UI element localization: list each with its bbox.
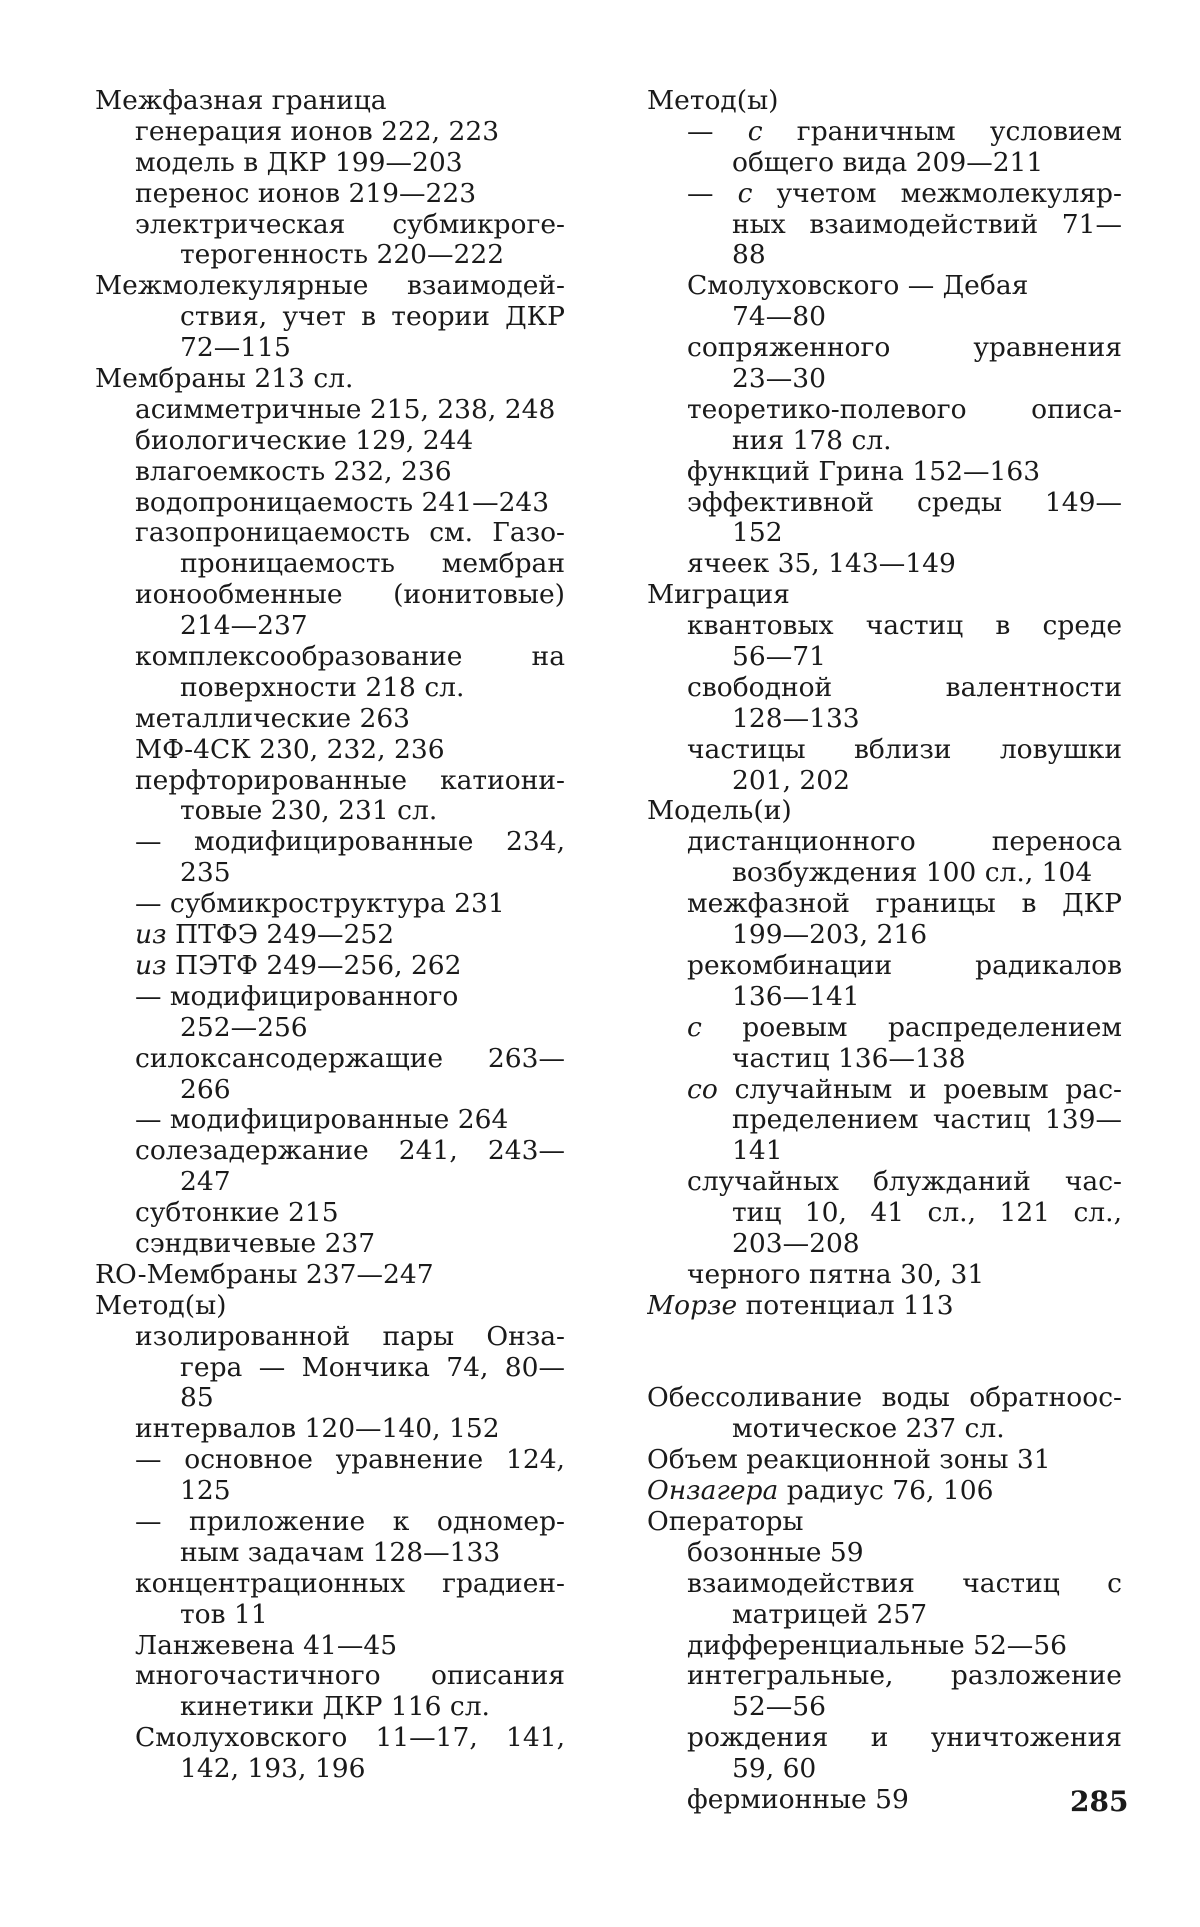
index-subentry: свободной валентности <box>687 672 1122 703</box>
index-subentry: матрицей 257 <box>732 1599 928 1630</box>
index-subentry: электрическая субмикроге- <box>135 209 565 240</box>
index-subentry: ния 178 сл. <box>732 425 892 456</box>
index-subentry: фермионные 59 <box>687 1784 909 1815</box>
index-subentry: 199—203, 216 <box>732 920 928 951</box>
index-subentry: солезадержание 241, 243— <box>135 1136 565 1167</box>
index-subentry: взаимодействия частиц с <box>687 1568 1122 1599</box>
index-subentry: мотическое 237 сл. <box>732 1414 1005 1445</box>
index-subentry: тиц 10, 41 сл., 121 сл., <box>732 1198 1122 1229</box>
index-subentry: асимметричные 215, 238, 248 <box>135 394 556 425</box>
index-subentry: черного пятна 30, 31 <box>687 1259 985 1290</box>
index-subentry: — модифицированного <box>135 981 459 1012</box>
index-subentry: терогенность 220—222 <box>180 240 505 271</box>
index-subentry: рекомбинации радикалов <box>687 950 1122 981</box>
index-subentry: частицы вблизи ловушки <box>687 734 1122 765</box>
index-subentry: гера — Мончика 74, 80— <box>180 1352 565 1383</box>
index-subentry: 136—141 <box>732 981 860 1012</box>
index-subentry: рождения и уничтожения <box>687 1723 1122 1754</box>
index-subentry: 128—133 <box>732 703 860 734</box>
index-subentry: сэндвичевые 237 <box>135 1228 376 1259</box>
index-subentry: 142, 193, 196 <box>180 1754 366 1785</box>
index-subentry: квантовых частиц в среде <box>687 611 1122 642</box>
index-heading: Метод(ы) <box>647 86 779 116</box>
index-subentry: эффективной среды 149— <box>687 487 1122 518</box>
index-subentry: — с учетом межмолекуляр- <box>687 178 1122 209</box>
index-subentry: — модифицированные 264 <box>135 1105 509 1136</box>
index-subentry: — приложение к одномер- <box>135 1506 565 1537</box>
index-subentry: 72—115 <box>180 333 291 364</box>
index-column-right <box>647 86 1122 1816</box>
index-subentry: ионообменные (ионитовые) <box>135 580 565 611</box>
index-subentry: — субмикроструктура 231 <box>135 889 505 920</box>
index-subentry: сопряженного уравнения <box>687 333 1122 364</box>
index-heading: Мембраны 213 сл. <box>95 364 354 395</box>
index-subentry: металлические 263 <box>135 703 411 734</box>
index-subentry: 23—30 <box>732 364 826 395</box>
page-number: 285 <box>1070 1785 1129 1818</box>
index-subentry: генерация ионов 222, 223 <box>135 116 500 147</box>
index-subentry: случайных блужданий час- <box>687 1167 1122 1198</box>
index-subentry: 74—80 <box>732 302 826 333</box>
index-subentry: дифференциальные 52—56 <box>687 1630 1068 1661</box>
blank-line <box>647 1353 1122 1384</box>
index-column-left <box>95 86 565 1785</box>
index-subentry: водопроницаемость 241—243 <box>135 487 550 518</box>
index-subentry: — основное уравнение 124, <box>135 1445 565 1476</box>
blank-line <box>647 1322 1122 1353</box>
index-heading: Миграция <box>647 580 790 611</box>
index-subentry: теоретико-полевого описа- <box>687 394 1122 425</box>
index-subentry: Ланжевена 41—45 <box>135 1630 398 1661</box>
index-subentry: силоксансодержащие 263— <box>135 1043 565 1074</box>
index-heading: Объем реакционной зоны 31 <box>647 1445 1051 1476</box>
index-subentry: пределением частиц 139— <box>732 1105 1122 1136</box>
index-subentry: перенос ионов 219—223 <box>135 178 477 209</box>
index-heading: RO-Мембраны 237—247 <box>95 1259 434 1290</box>
index-subentry: 235 <box>180 858 231 889</box>
index-heading: Морзе потенциал 113 <box>647 1290 954 1321</box>
index-subentry: перфторированные катиони- <box>135 765 565 796</box>
index-subentry: 125 <box>180 1476 231 1507</box>
index-subentry: Смолуховского — Дебая <box>687 271 1029 302</box>
index-heading: Межфазная граница <box>95 86 387 116</box>
index-subentry: 201, 202 <box>732 765 851 796</box>
index-subentry: биологические 129, 244 <box>135 425 474 456</box>
index-subentry: модель в ДКР 199—203 <box>135 147 463 178</box>
index-subentry: товые 230, 231 сл. <box>180 796 438 827</box>
index-subentry: 52—56 <box>732 1692 826 1723</box>
index-subentry: функций Грина 152—163 <box>687 456 1041 487</box>
index-subentry: интегральные, разложение <box>687 1661 1122 1692</box>
index-subentry: 247 <box>180 1167 231 1198</box>
index-heading: Обессоливание воды обратноос- <box>647 1383 1122 1414</box>
index-subentry: ствия, учет в теории ДКР <box>180 302 565 333</box>
index-subentry: Смолуховского 11—17, 141, <box>135 1723 565 1754</box>
index-subentry: концентрационных градиен- <box>135 1568 565 1599</box>
index-subentry: кинетики ДКР 116 сл. <box>180 1692 490 1723</box>
index-subentry: субтонкие 215 <box>135 1198 339 1229</box>
index-subentry: проницаемость мембран <box>180 549 565 580</box>
index-heading: Модель(и) <box>647 796 792 827</box>
index-subentry: изолированной пары Онза- <box>135 1321 565 1352</box>
index-heading: Операторы <box>647 1506 804 1537</box>
index-subentry: 88 <box>732 240 766 271</box>
index-subentry: 214—237 <box>180 611 308 642</box>
index-subentry: 152 <box>732 518 783 549</box>
index-subentry: дистанционного переноса <box>687 827 1122 858</box>
index-subentry: многочастичного описания <box>135 1661 565 1692</box>
index-subentry: МФ-4СК 230, 232, 236 <box>135 734 445 765</box>
index-subentry: 59, 60 <box>732 1754 817 1785</box>
index-subentry: 203—208 <box>732 1228 860 1259</box>
index-heading: Метод(ы) <box>95 1290 227 1321</box>
index-subentry: из ПТФЭ 249—252 <box>135 920 395 951</box>
index-subentry: 141 <box>732 1136 783 1167</box>
index-subentry: тов 11 <box>180 1599 268 1630</box>
index-subentry: со случайным и роевым рас- <box>687 1074 1122 1105</box>
index-subentry: из ПЭТФ 249—256, 262 <box>135 950 462 981</box>
index-heading: Межмолекулярные взаимодей- <box>95 271 565 302</box>
index-subentry: ных взаимодействий 71— <box>732 209 1122 240</box>
index-subentry: 252—256 <box>180 1012 308 1043</box>
index-subentry: с роевым распределением <box>687 1012 1122 1043</box>
index-subentry: газопроницаемость см. Газо- <box>135 518 565 549</box>
index-subentry: — с граничным условием <box>687 116 1122 147</box>
index-subentry: 56—71 <box>732 642 826 673</box>
index-subentry: частиц 136—138 <box>732 1043 966 1074</box>
index-subentry: интервалов 120—140, 152 <box>135 1414 500 1445</box>
index-subentry: влагоемкость 232, 236 <box>135 456 452 487</box>
index-subentry: ным задачам 128—133 <box>180 1537 501 1568</box>
index-subentry: комплексообразование на <box>135 642 565 673</box>
index-subentry: бозонные 59 <box>687 1537 864 1568</box>
index-subentry: ячеек 35, 143—149 <box>687 549 956 580</box>
index-subentry: возбуждения 100 сл., 104 <box>732 858 1093 889</box>
index-subentry: 266 <box>180 1074 231 1105</box>
index-subentry: — модифицированные 234, <box>135 827 565 858</box>
index-subentry: поверхности 218 сл. <box>180 672 465 703</box>
index-subentry: межфазной границы в ДКР <box>687 889 1122 920</box>
index-subentry: общего вида 209—211 <box>732 147 1044 178</box>
index-heading: Онзагера радиус 76, 106 <box>647 1476 994 1507</box>
index-subentry: 85 <box>180 1383 214 1414</box>
